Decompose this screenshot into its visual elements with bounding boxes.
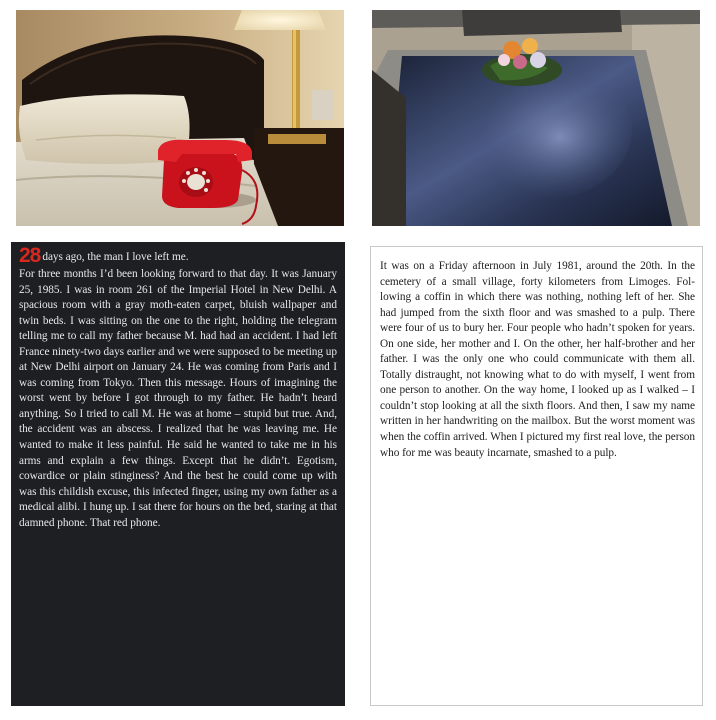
first-line-text: days ago, the man I love left me.: [42, 251, 189, 263]
day-count-number: 28: [19, 244, 41, 267]
grave-with-flowers-photo: [372, 10, 700, 226]
left-story-body: For three months I’d been looking forward to that day. It was January 25, 1985. I was in room 261 of the Imperial Hotel in New Delhi. A spacious room with a gray moth-eaten carpet, bluish wallpaper and twin beds. I was sitting on the one to the right, holding the telegram telling me to call my father because M. had had an accident. I had left France ninety-two days earlier and we were supposed to be meeting up at New Delhi airport on January 24. He was coming from Paris and I was coming from Tokyo. Then this message. Hours of imagining the worst went by before I got through to my father. He hadn’t heard anything. So I tried to call M. He was at home – stupid but true. And, the accident was an abscess. I realized that he was leaving me. He wanted to make it less painful. He said he wanted to take me in his arms and explain a few things. Except that he didn’t. Egotism, cowardice or plain stinginess? And the best he could come up with was this childish excuse, this infected finger, using my own father as a medical alibi. I hung up. I sat there for hours on the bed, staring at that damned phone. That red phone.: [19, 268, 337, 529]
grave-photo: [372, 10, 700, 226]
left-story-text: [19, 246, 337, 531]
hotel-room-red-telephone-photo: [16, 10, 344, 226]
right-text-panel: [370, 246, 703, 706]
left-text-panel: [11, 242, 345, 706]
right-story-text: It was on a Friday afternoon in July 1981, around the 20th. In the cemetery of a small village, forty kilometers from Limoges. Following a coffin in which there was nothing, nothing left of her. She had jumped from the sixth floor and was smashed to a pulp. There were four of us to bury her. Four people who hadn’t spoken for years. On one side, her mother and I. On the other, her half-brother and her father. I was the only one who could communicate with them all. Totally distraught, not knowing what to do with myself, I went from one person to another. On the way home, I looked up as I walked – I couldn’t stop looking at all the sixth floors. And then, I saw my name written in her handwriting on the mailbox. But the worst moment was when the coffin arrived. When I pictured my first real love, the person who for me was beauty incarnate, smashed to a pulp.: [380, 260, 695, 459]
hotel-room-photo: [16, 10, 344, 226]
left-story-first-line: [19, 246, 337, 267]
